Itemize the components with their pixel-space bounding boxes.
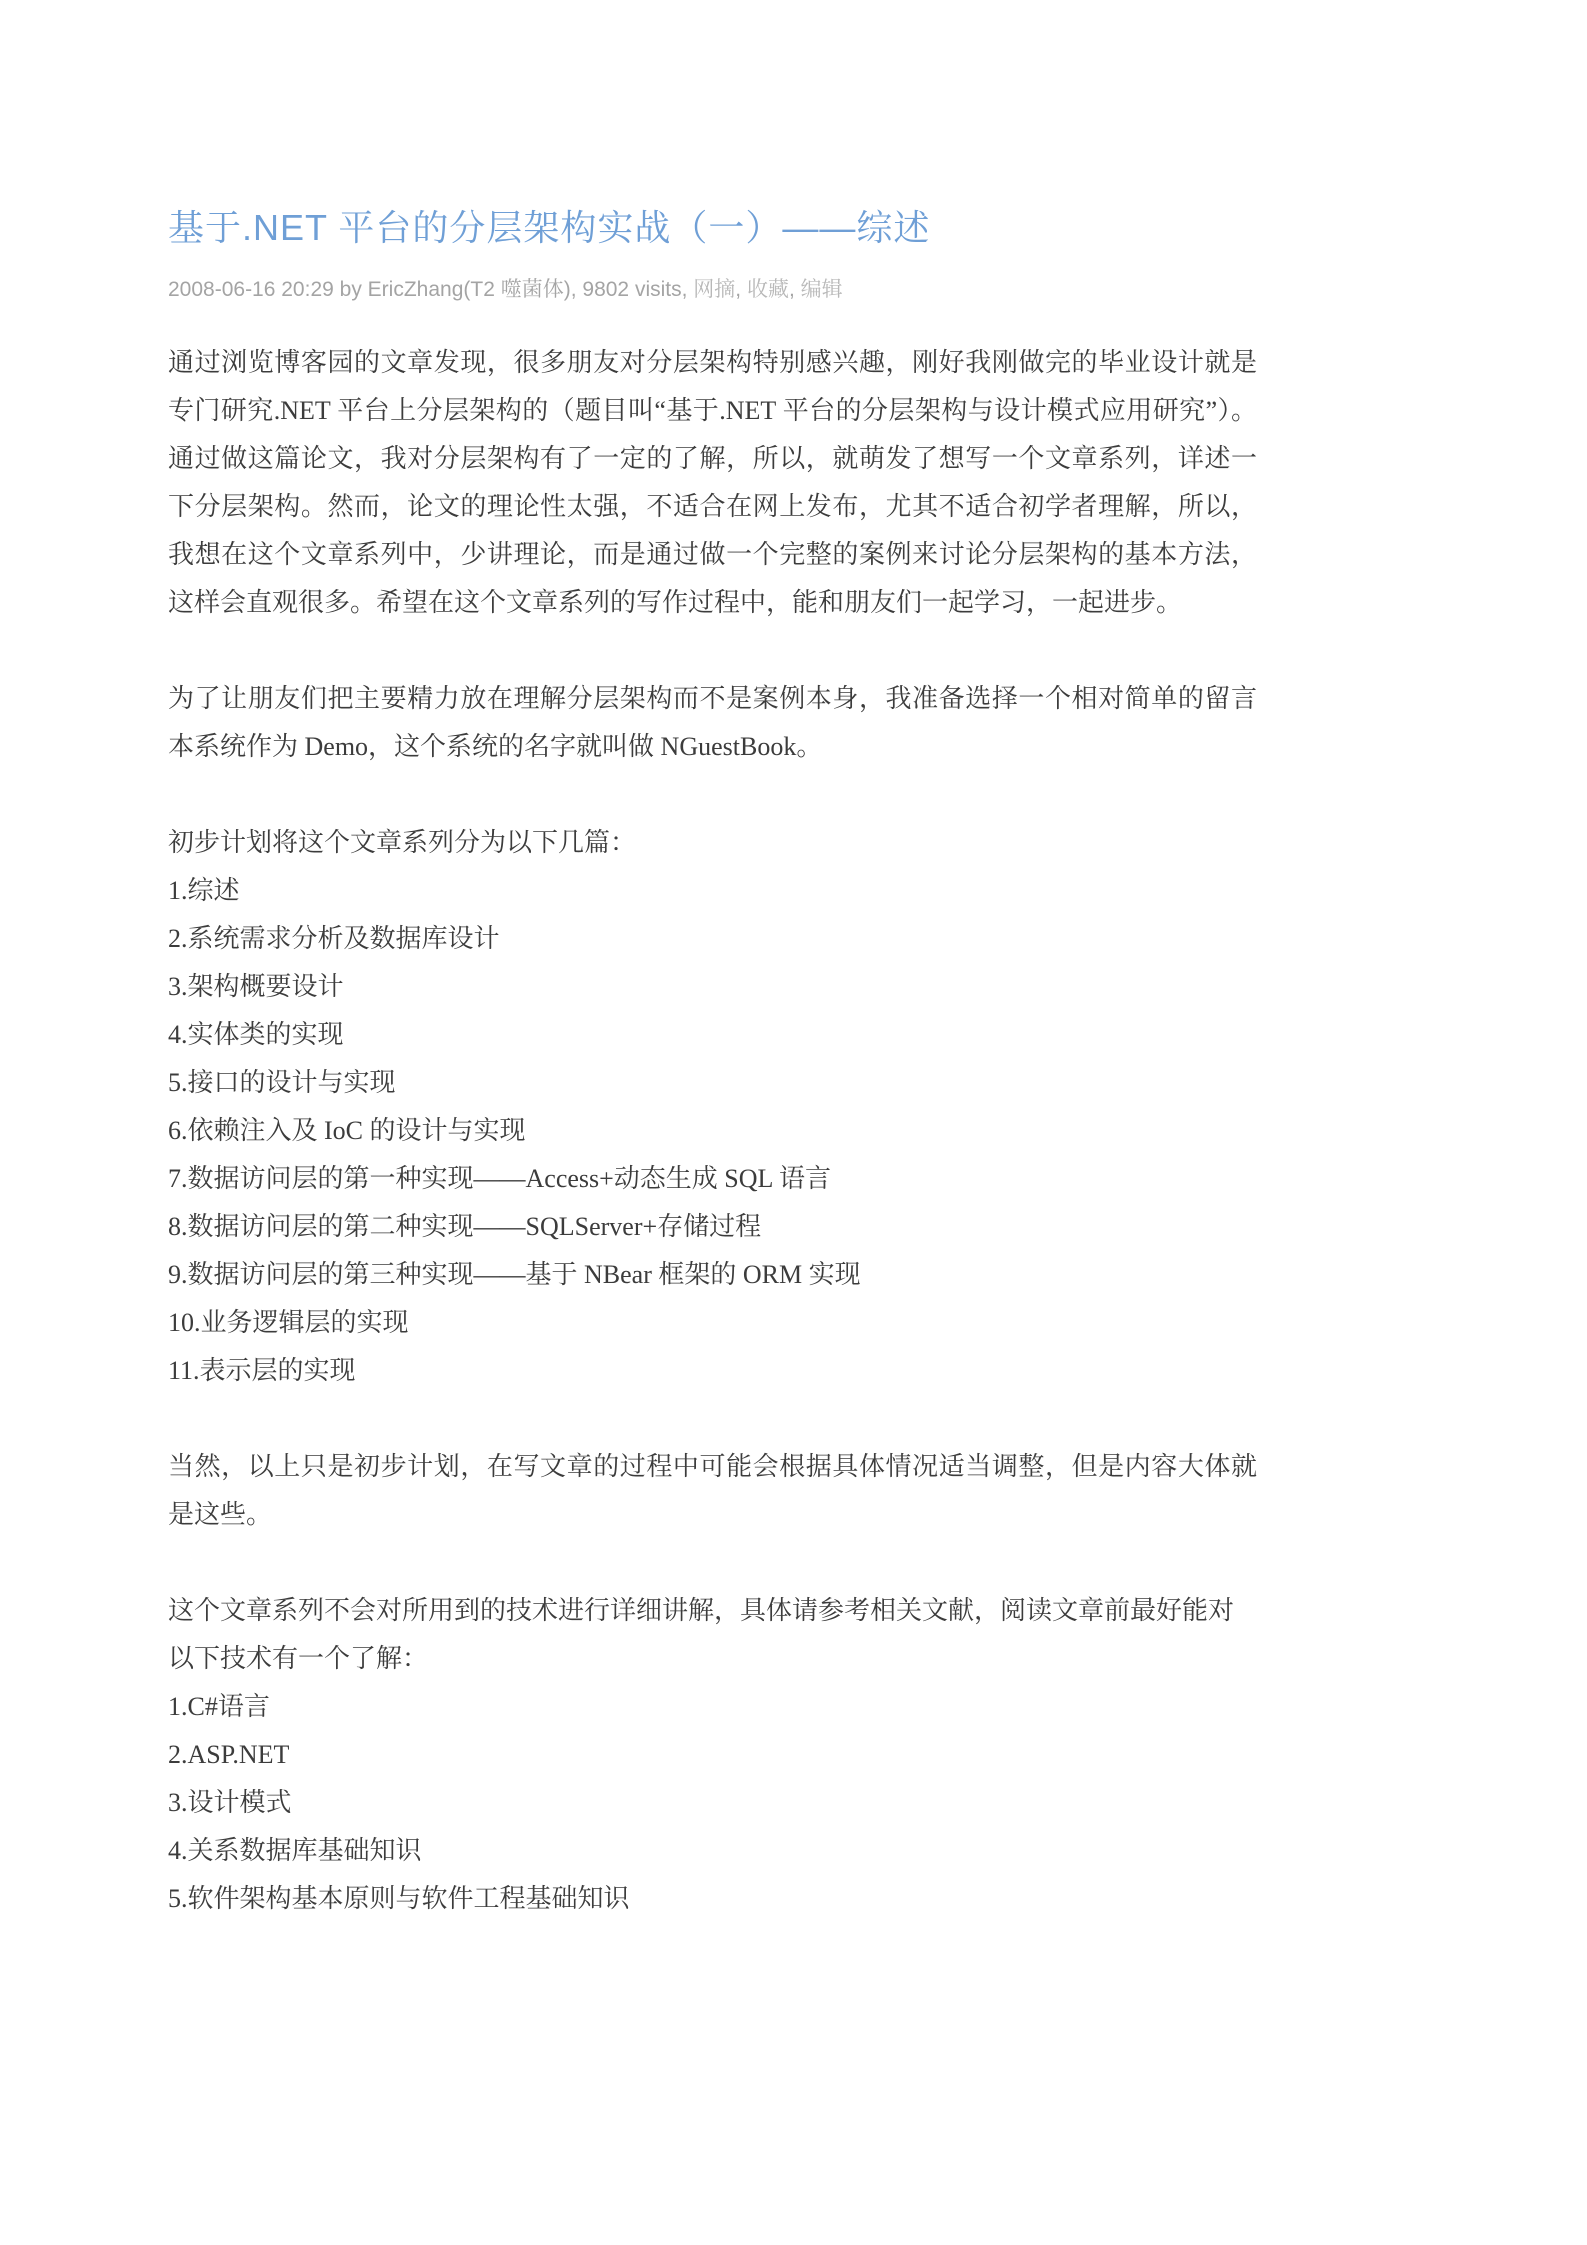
post-author: EricZhang(T2 噬菌体) <box>367 278 571 301</box>
meta-separator: , <box>735 278 747 301</box>
tech-list-intro: 这个文章系列不会对所用到的技术进行详细讲解，具体请参考相关文献，阅读文章前最好能对以下技术有一个了解： <box>168 1596 1235 1674</box>
meta-separator: , <box>788 278 801 301</box>
list-item: 5.软件架构基本原则与软件工程基础知识 <box>168 1884 630 1914</box>
paragraph-adjustment-note: 当然，以上只是初步计划，在写文章的过程中可能会根据具体情况适当调整，但是内容大体就是这些。 <box>168 1452 1257 1530</box>
post-meta <box>168 276 1257 303</box>
post-visits: , 9802 visits, <box>570 278 694 301</box>
series-list-intro: 初步计划将这个文章系列分为以下几篇： <box>168 828 637 858</box>
paragraph-intro: 通过浏览博客园的文章发现，很多朋友对分层架构特别感兴趣，刚好我刚做完的毕业设计就是专门研究.NET 平台上分层架构的（题目叫“基于.NET 平台的分层架构与设计模式应用研究”）。通过做这篇论文，我对分层架构有了一定的了解，所以，就萌发了想写一个文章系列，详述一下分层架构。然而，论文的理论性太强，不适合在网上发布，尤其不适合初学者理解，所以，我想在这个文章系列中，少讲理论，而是通过做一个完整的案例来讨论分层架构的基本方法，这样会直观很多。希望在这个文章系列的写作过程中，能和朋友们一起学习，一起进步。 <box>168 348 1257 618</box>
post-title-link[interactable]: 基于.NET 平台的分层架构实战（一）——综述 <box>168 207 931 248</box>
list-item: 1.C#语言 <box>168 1692 270 1722</box>
list-item: 8.数据访问层的第二种实现——SQLServer+存储过程 <box>168 1212 762 1242</box>
list-item: 9.数据访问层的第三种实现——基于 NBear 框架的 ORM 实现 <box>168 1260 861 1290</box>
list-item: 5.接口的设计与实现 <box>168 1068 396 1098</box>
list-item: 3.设计模式 <box>168 1788 292 1818</box>
post-body <box>168 339 1257 1923</box>
byline-word: by <box>333 278 368 301</box>
post-datetime: 2008-06-16 20:29 <box>168 278 334 301</box>
list-item: 11.表示层的实现 <box>168 1356 356 1386</box>
list-item: 2.ASP.NET <box>168 1740 290 1770</box>
list-item: 2.系统需求分析及数据库设计 <box>168 924 500 954</box>
meta-action-favorite[interactable]: 收藏 <box>746 278 789 301</box>
list-item: 10.业务逻辑层的实现 <box>168 1308 409 1338</box>
list-item: 1.综述 <box>168 876 240 906</box>
meta-action-webclip[interactable]: 网摘 <box>693 278 736 301</box>
list-item: 4.关系数据库基础知识 <box>168 1836 422 1866</box>
paragraph-demo: 为了让朋友们把主要精力放在理解分层架构而不是案例本身，我准备选择一个相对简单的留言本系统作为 Demo，这个系统的名字就叫做 NGuestBook。 <box>168 684 1257 762</box>
list-item: 6.依赖注入及 IoC 的设计与实现 <box>168 1116 526 1146</box>
list-item: 7.数据访问层的第一种实现——Access+动态生成 SQL 语言 <box>168 1164 831 1194</box>
list-item: 3.架构概要设计 <box>168 972 344 1002</box>
meta-action-edit[interactable]: 编辑 <box>800 278 843 301</box>
list-item: 4.实体类的实现 <box>168 1020 344 1050</box>
tech-prereq-list <box>168 1587 1257 1923</box>
series-plan-list <box>168 819 1257 1395</box>
